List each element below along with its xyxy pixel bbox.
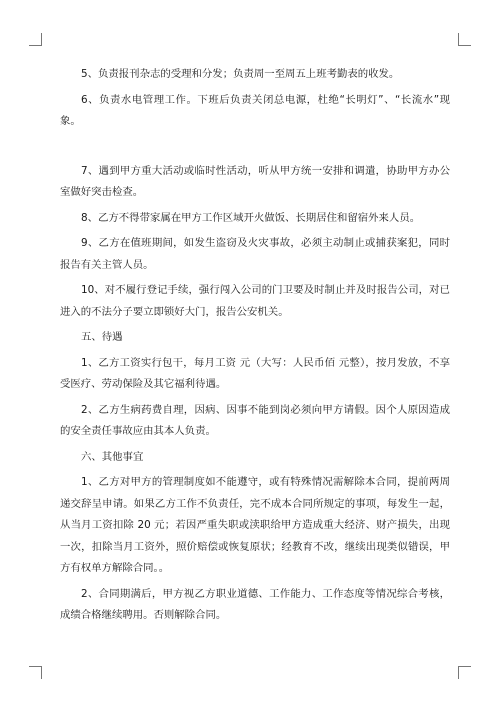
- crop-mark-bottom-left: [29, 666, 42, 679]
- paragraph-item-8: 8、乙方不得带家属在甲方工作区域开火做饭、长期居住和留宿外来人员。: [81, 211, 421, 224]
- paragraph-item-6: 6、负责水电管理工作。下班后负责关闭总电源，杜绝“长明灯”、“长流水”现象。: [60, 93, 450, 127]
- crop-mark-top-right: [458, 33, 471, 46]
- paragraph-other-1: 1、乙方对甲方的管理制度如不能遵守，或有特殊情况需解除本合同，提前两周递交辞呈申请。如果乙方工作不负责任，完不成本合同所规定的事项，每发生一起，从当月工资扣除 20 元；若因严重失职或渎职给甲方造成重大经济、财产损失，出现一次，扣除当月工资外，照价赔偿或恢复原状；经教育不改，继续出现类似错误，甲方有权单方解除合同。。: [60, 476, 450, 574]
- paragraph-other-2: 2、合同期满后，甲方视乙方职业道德、工作能力、工作态度等情况综合考核，成绩合格继续聘用。否则解除合同。: [60, 587, 450, 621]
- crop-mark-bottom-right: [458, 666, 471, 679]
- document-body: [60, 64, 450, 627]
- section-heading-benefits: 五、待遇: [81, 331, 123, 343]
- crop-mark-top-left: [29, 33, 42, 46]
- paragraph-benefits-1: 1、乙方工资实行包干，每月工资 元（大写：人民币佰 元整），按月发放，不享受医疗、劳动保险及其它福利待遇。: [60, 356, 450, 390]
- section-heading-other-matters: 六、其他事宜: [81, 450, 144, 463]
- paragraph-item-9: 9、乙方在值班期间，如发生盗窃及火灾事故，必须主动制止或捕获案犯，同时报告有关主管人员。: [60, 237, 450, 271]
- paragraph-item-5: 5、负责报刊杂志的受理和分发；负责周一至周五上班考勤表的收发。: [81, 68, 400, 80]
- paragraph-item-10: 10、对不履行登记手续，强行闯入公司的门卫要及时制止并及时报告公司，对已进入的不法分子要立即锁好大门，报告公安机关。: [60, 284, 450, 318]
- paragraph-benefits-2: 2、乙方生病药费自理，因病、因事不能到岗必须向甲方请假。因个人原因造成的安全责任事故应由其本人负责。: [60, 403, 450, 437]
- paragraph-item-7: 7、遇到甲方重大活动或临时性活动，听从甲方统一安排和调遣，协助甲方办公室做好突击检查。: [60, 164, 450, 198]
